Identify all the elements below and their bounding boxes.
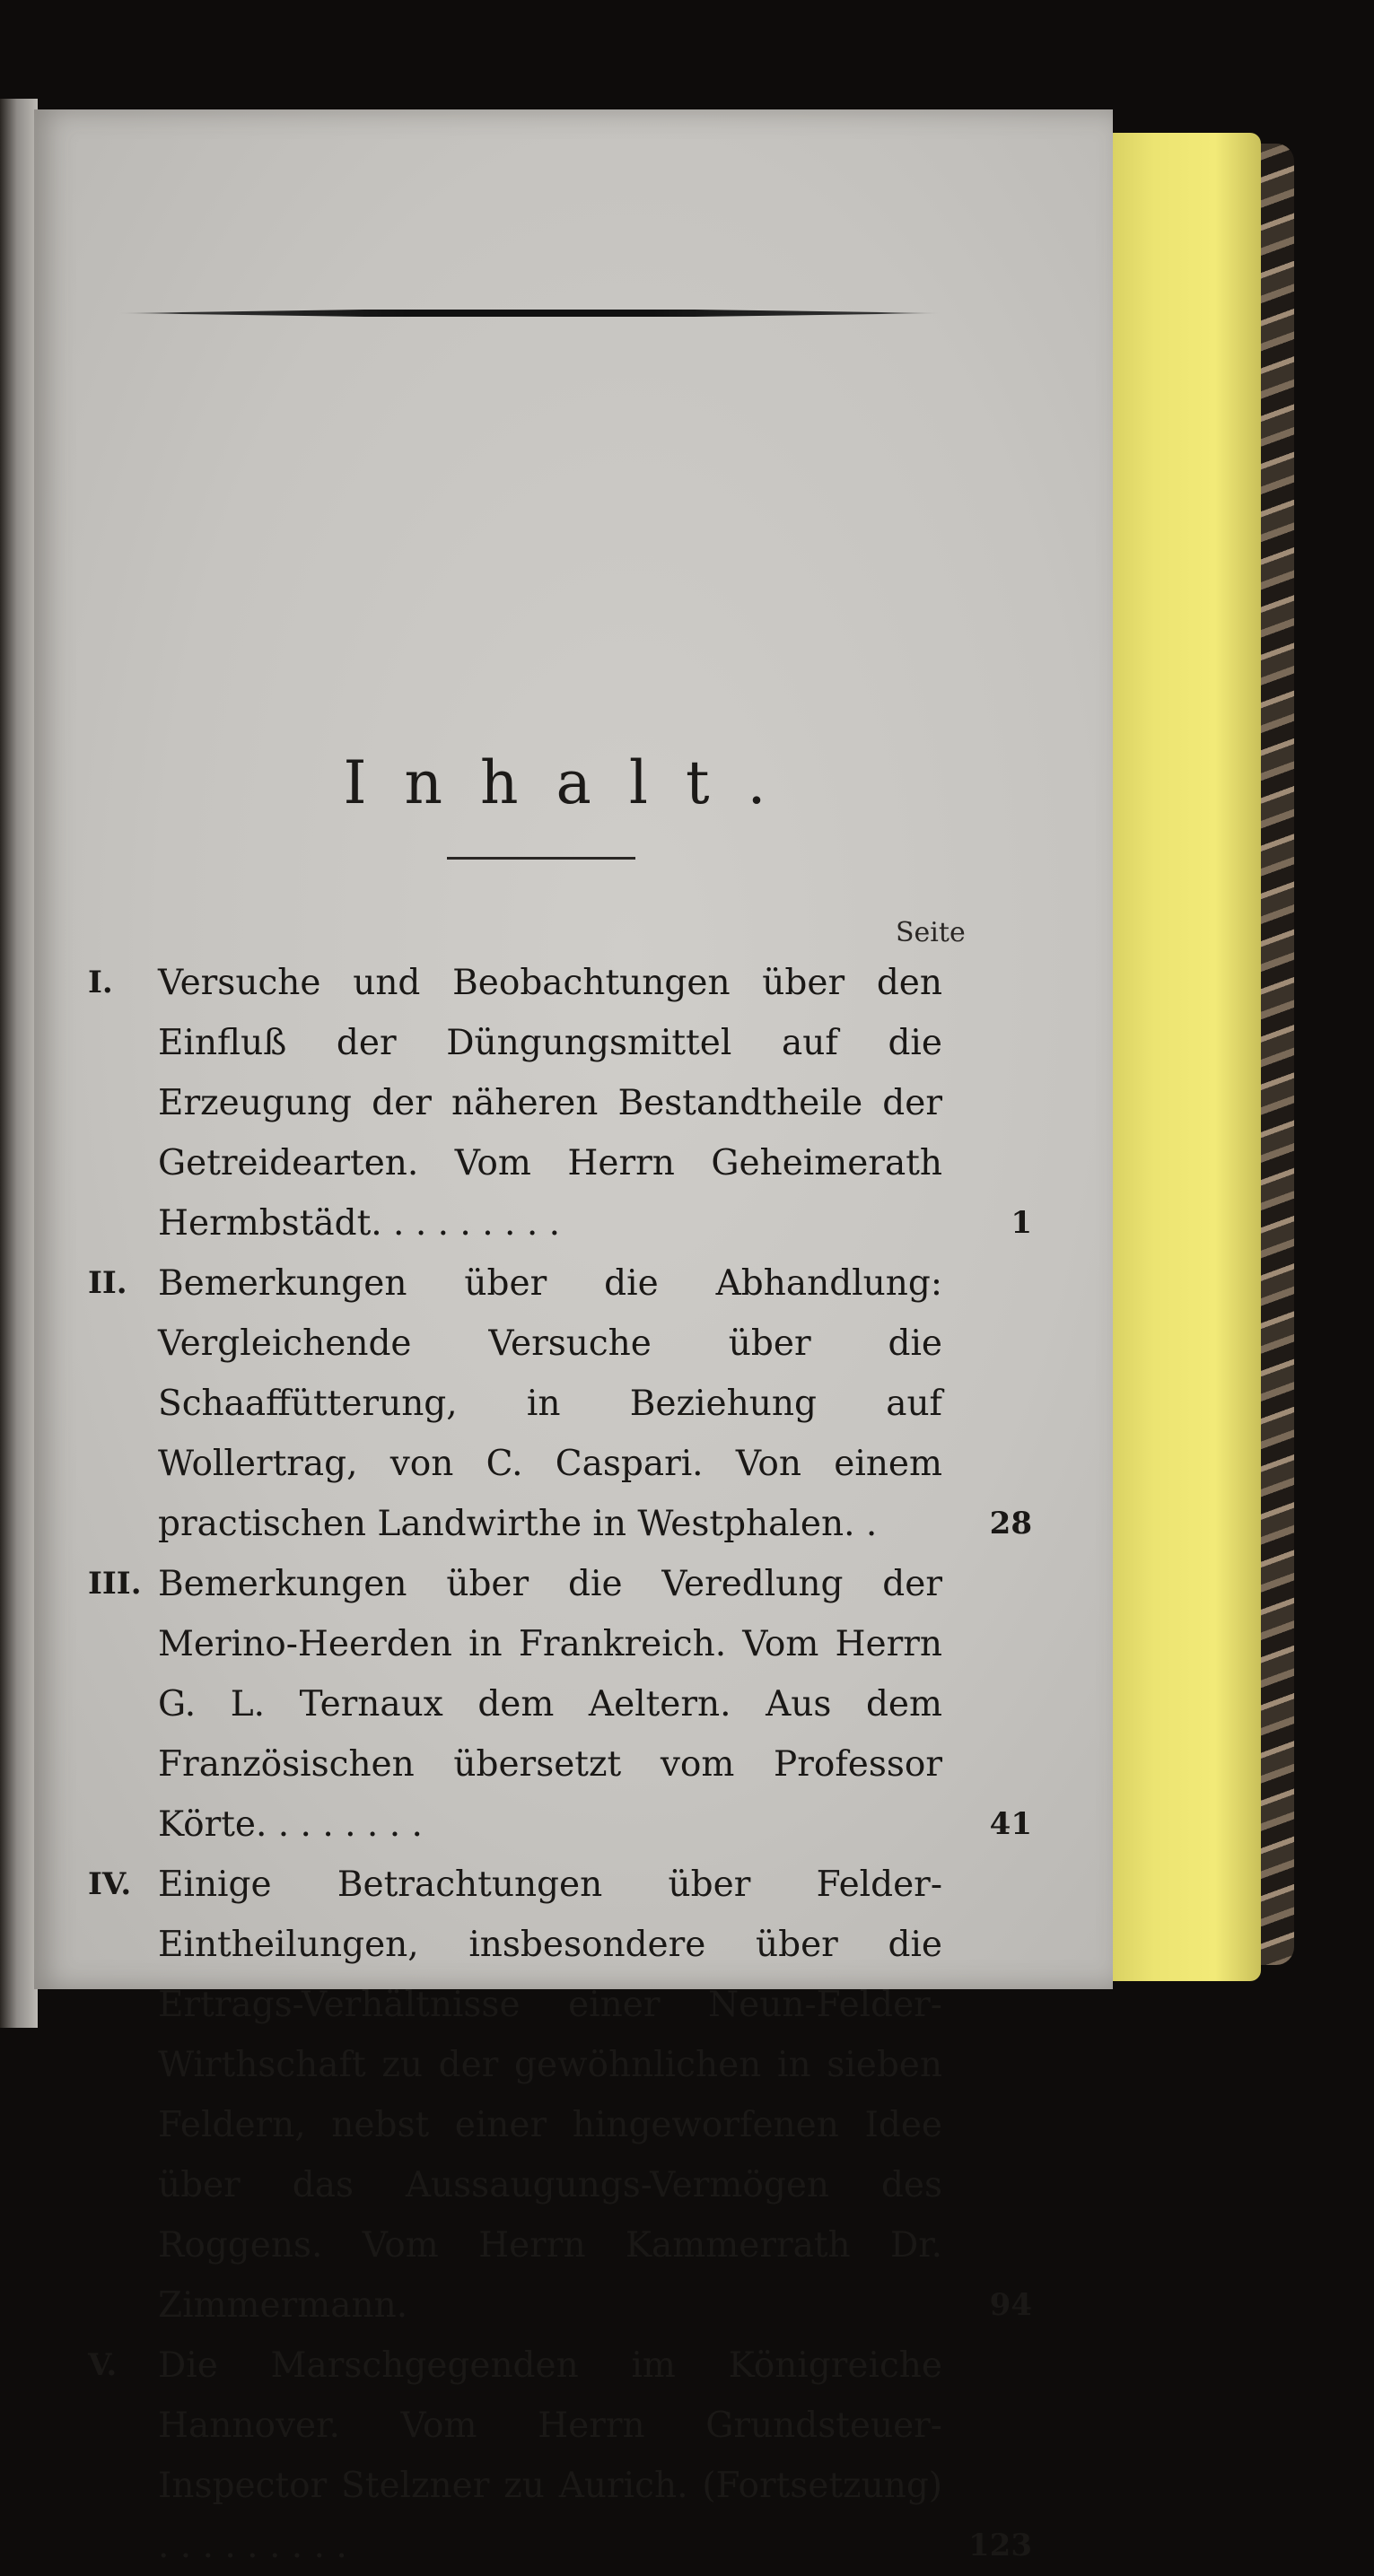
toc-entry-page: 94 [989,2287,1032,2323]
seite-column-label: Seite [896,917,966,948]
toc-entry-1 [88,953,1075,1253]
toc-entry-page: 123 [968,2528,1032,2563]
toc-entry-text: Die Marschgegenden im Königreiche Hannover. Vom Herrn Grundsteuer-Inspector Stelzner zu Aurich. (Fortsetzung) . . . . . . . . . [158,2345,942,2566]
book-page [34,109,1113,2566]
toc-entry-text: Versuche und Beobachtungen über den Einfluß der Düngungsmittel auf die Erzeugung der näheren Bestandtheile der Getreidearten. Vom Herrn Geheimerath Hermbstädt. . . . . . . . . [158,963,942,1244]
page-title: Inhalt. [343,748,804,817]
toc-entry-text: Bemerkungen über die Abhandlung: Vergleichende Versuche über die Schaaffütterung, in Beziehung auf Wollertrag, von C. Caspari. Von einem practischen Landwirthe in Westphalen. . [158,1263,942,1544]
toc-entry-page: 41 [989,1806,1032,1842]
toc-entry-2 [88,1253,1075,1554]
toc-entry-3 [88,1554,1075,1855]
title-underline [447,857,635,860]
toc-entry-5 [88,2336,1075,2576]
toc-entry-4 [88,1855,1075,2336]
ornamental-top-rule [117,309,942,318]
yellow-page-edges [1108,133,1261,1981]
toc-entry-text: Einige Betrachtungen über Felder-Eintheilungen, insbesondere über die Ertrags-Verhältnisse einer Neun-Felder-Wirthschaft zu der gewöhnlichen in sieben Feldern, nebst einer hingeworfenen Idee über das Aussaugungs-Vermögen des Roggens. Vom Herrn Kammerrath Dr. Zimmermann. [158,1864,942,2326]
toc-entry-page: 1 [1011,1205,1032,1241]
toc-entry-number: IV. [88,1866,132,1902]
toc-entry-text: Bemerkungen über die Veredlung der Merino-Heerden in Frankreich. Vom Herrn G. L. Ternaux dem Aeltern. Aus dem Französischen übersetzt vom Professor Körte. . . . . . . . [158,1564,942,1845]
toc-entry-number: III. [88,1566,142,1602]
toc-entry-number: V. [88,2347,118,2383]
toc-entry-page: 28 [989,1506,1032,1541]
left-page-edge [0,99,38,2028]
toc-entry-number: II. [88,1265,127,1301]
toc-entry-number: I. [88,965,113,1000]
table-of-contents [88,953,1075,2576]
